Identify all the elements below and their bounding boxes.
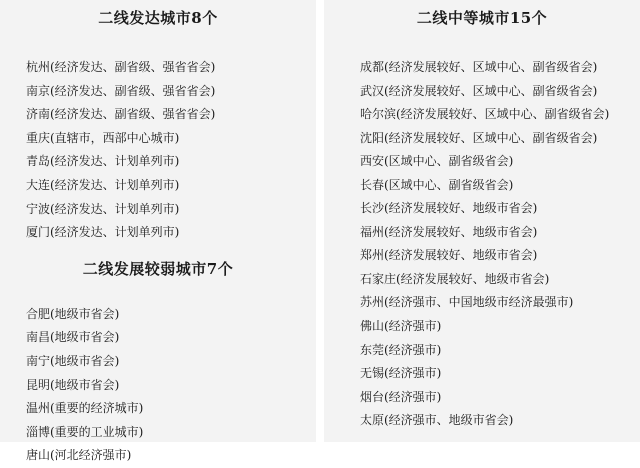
list-item: 济南(经济发达、副省级、强省省会) [26,107,216,122]
weaker-city-list [26,303,316,468]
section-title-medium: 二线中等城市15个 [416,9,548,27]
medium-city-list [360,56,640,433]
list-item: 大连(经济发达、计划单列市) [26,177,180,192]
list-item: 长春(区域中心、副省级省会) [360,177,514,192]
list-item: 烟台(经济强市) [360,389,442,404]
list-item: 西安(区域中心、副省级省会) [360,154,514,169]
list-item: 青岛(经济发达、计划单列市) [26,154,180,169]
list-item: 太原(经济强市、地级市省会) [360,413,514,428]
list-item: 郑州(经济发展较好、地级市省会) [360,248,538,263]
list-item: 成都(经济发展较好、区域中心、副省级省会) [360,60,598,74]
list-item: 无锡(经济强市) [360,366,442,381]
list-item: 南宁(地级市省会) [26,353,120,368]
list-item: 长沙(经济发展较好、地级市省会) [360,201,538,216]
list-item: 宁波(经济发达、计划单列市) [26,201,180,216]
list-item: 苏州(经济强市、中国地级市经济最强市) [360,295,574,310]
section-title-developed: 二线发达城市8个 [98,9,218,27]
list-item: 沈阳(经济发展较好、区域中心、副省级省会) [360,130,598,145]
list-item: 淄博(重要的工业城市) [26,424,144,439]
section-title-weaker: 二线发展较弱城市7个 [82,259,234,278]
list-item: 石家庄(经济发展较好、地级市省会) [360,271,550,286]
list-item: 东莞(经济强市) [360,342,442,357]
list-item: 重庆(直辖市，西部中心城市) [26,130,180,145]
list-item: 厦门(经济发达、计划单列市) [26,225,180,240]
left-panel [0,0,316,463]
right-panel [324,0,640,442]
list-item: 南昌(地级市省会) [26,330,120,345]
developed-city-list [26,56,316,245]
list-item: 昆明(地级市省会) [26,377,120,392]
list-item: 南京(经济发达、副省级、强省省会) [26,83,216,98]
list-item: 杭州(经济发达、副省级、强省省会) [26,60,216,74]
list-item: 唐山(河北经济强市) [26,448,132,463]
list-item: 佛山(经济强市) [360,319,442,334]
list-item: 哈尔滨(经济发展较好、区域中心、副省级省会) [360,107,610,122]
list-item: 温州(重要的经济城市) [26,401,144,416]
list-item: 福州(经济发展较好、地级市省会) [360,224,538,239]
list-item: 合肥(地级市省会) [26,306,120,321]
list-item: 武汉(经济发展较好、区域中心、副省级省会) [360,83,598,98]
